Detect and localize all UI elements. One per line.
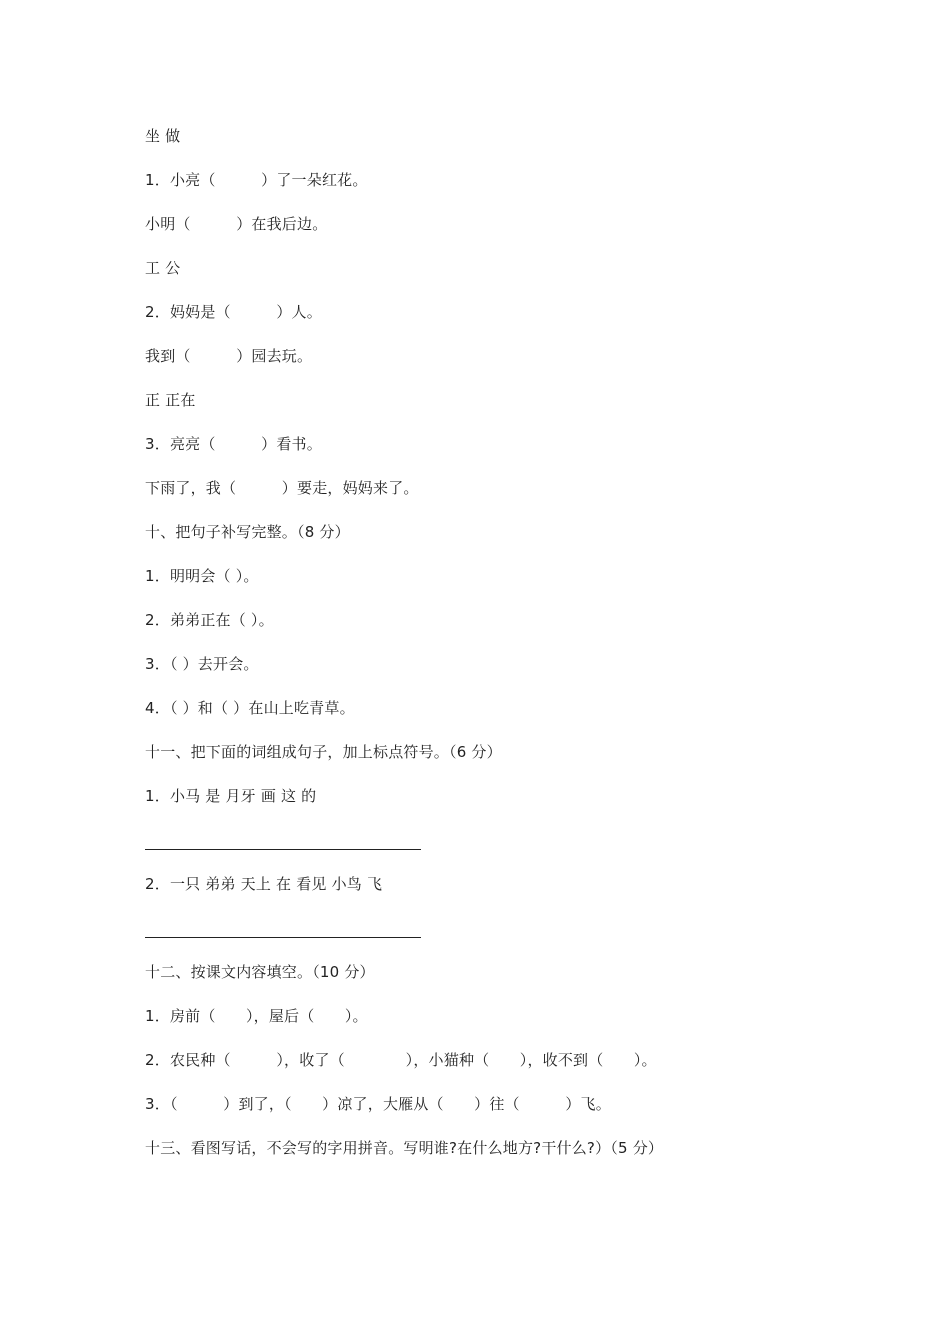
- question-1-sentence-a: 1．小亮（ ）了一朵红花。: [145, 171, 368, 189]
- word-pair-1: 坐 做: [145, 127, 181, 145]
- answer-line-1[interactable]: [145, 849, 421, 850]
- section-11-item-1: 1．小马 是 月牙 画 这 的: [145, 787, 317, 805]
- question-3-sentence-b: 下雨了，我（ ）要走，妈妈来了。: [145, 479, 419, 497]
- section-11-heading: 十一、把下面的词组成句子，加上标点符号。（6 分）: [145, 743, 502, 761]
- section-10-item-4: 4．（ ）和（ ）在山上吃青草。: [145, 699, 355, 717]
- word-pair-2: 工 公: [145, 259, 181, 277]
- section-13-heading: 十三、看图写话，不会写的字用拼音。写明谁?在什么地方?干什么?）（5 分）: [145, 1139, 664, 1157]
- section-12-item-1: 1．房前（ ），屋后（ ）。: [145, 1007, 368, 1025]
- section-11-item-2: 2．一只 弟弟 天上 在 看见 小鸟 飞: [145, 875, 383, 893]
- section-12-item-3: 3．（ ）到了，（ ）凉了，大雁从（ ）往（ ）飞。: [145, 1095, 611, 1113]
- section-10-heading: 十、把句子补写完整。（8 分）: [145, 523, 350, 541]
- question-2-sentence-a: 2．妈妈是（ ）人。: [145, 303, 322, 321]
- question-3-sentence-a: 3．亮亮（ ）看书。: [145, 435, 322, 453]
- section-10-item-2: 2．弟弟正在（ ）。: [145, 611, 274, 629]
- answer-line-2[interactable]: [145, 937, 421, 938]
- question-1-sentence-b: 小明（ ）在我后边。: [145, 215, 328, 233]
- section-10-item-3: 3．（ ）去开会。: [145, 655, 259, 673]
- section-12-heading: 十二、按课文内容填空。（10 分）: [145, 963, 375, 981]
- word-pair-3: 正 正在: [145, 391, 196, 409]
- section-12-item-2: 2．农民种（ ），收了（ ），小猫种（ ），收不到（ ）。: [145, 1051, 657, 1069]
- section-10-item-1: 1．明明会（ ）。: [145, 567, 259, 585]
- question-2-sentence-b: 我到（ ）园去玩。: [145, 347, 313, 365]
